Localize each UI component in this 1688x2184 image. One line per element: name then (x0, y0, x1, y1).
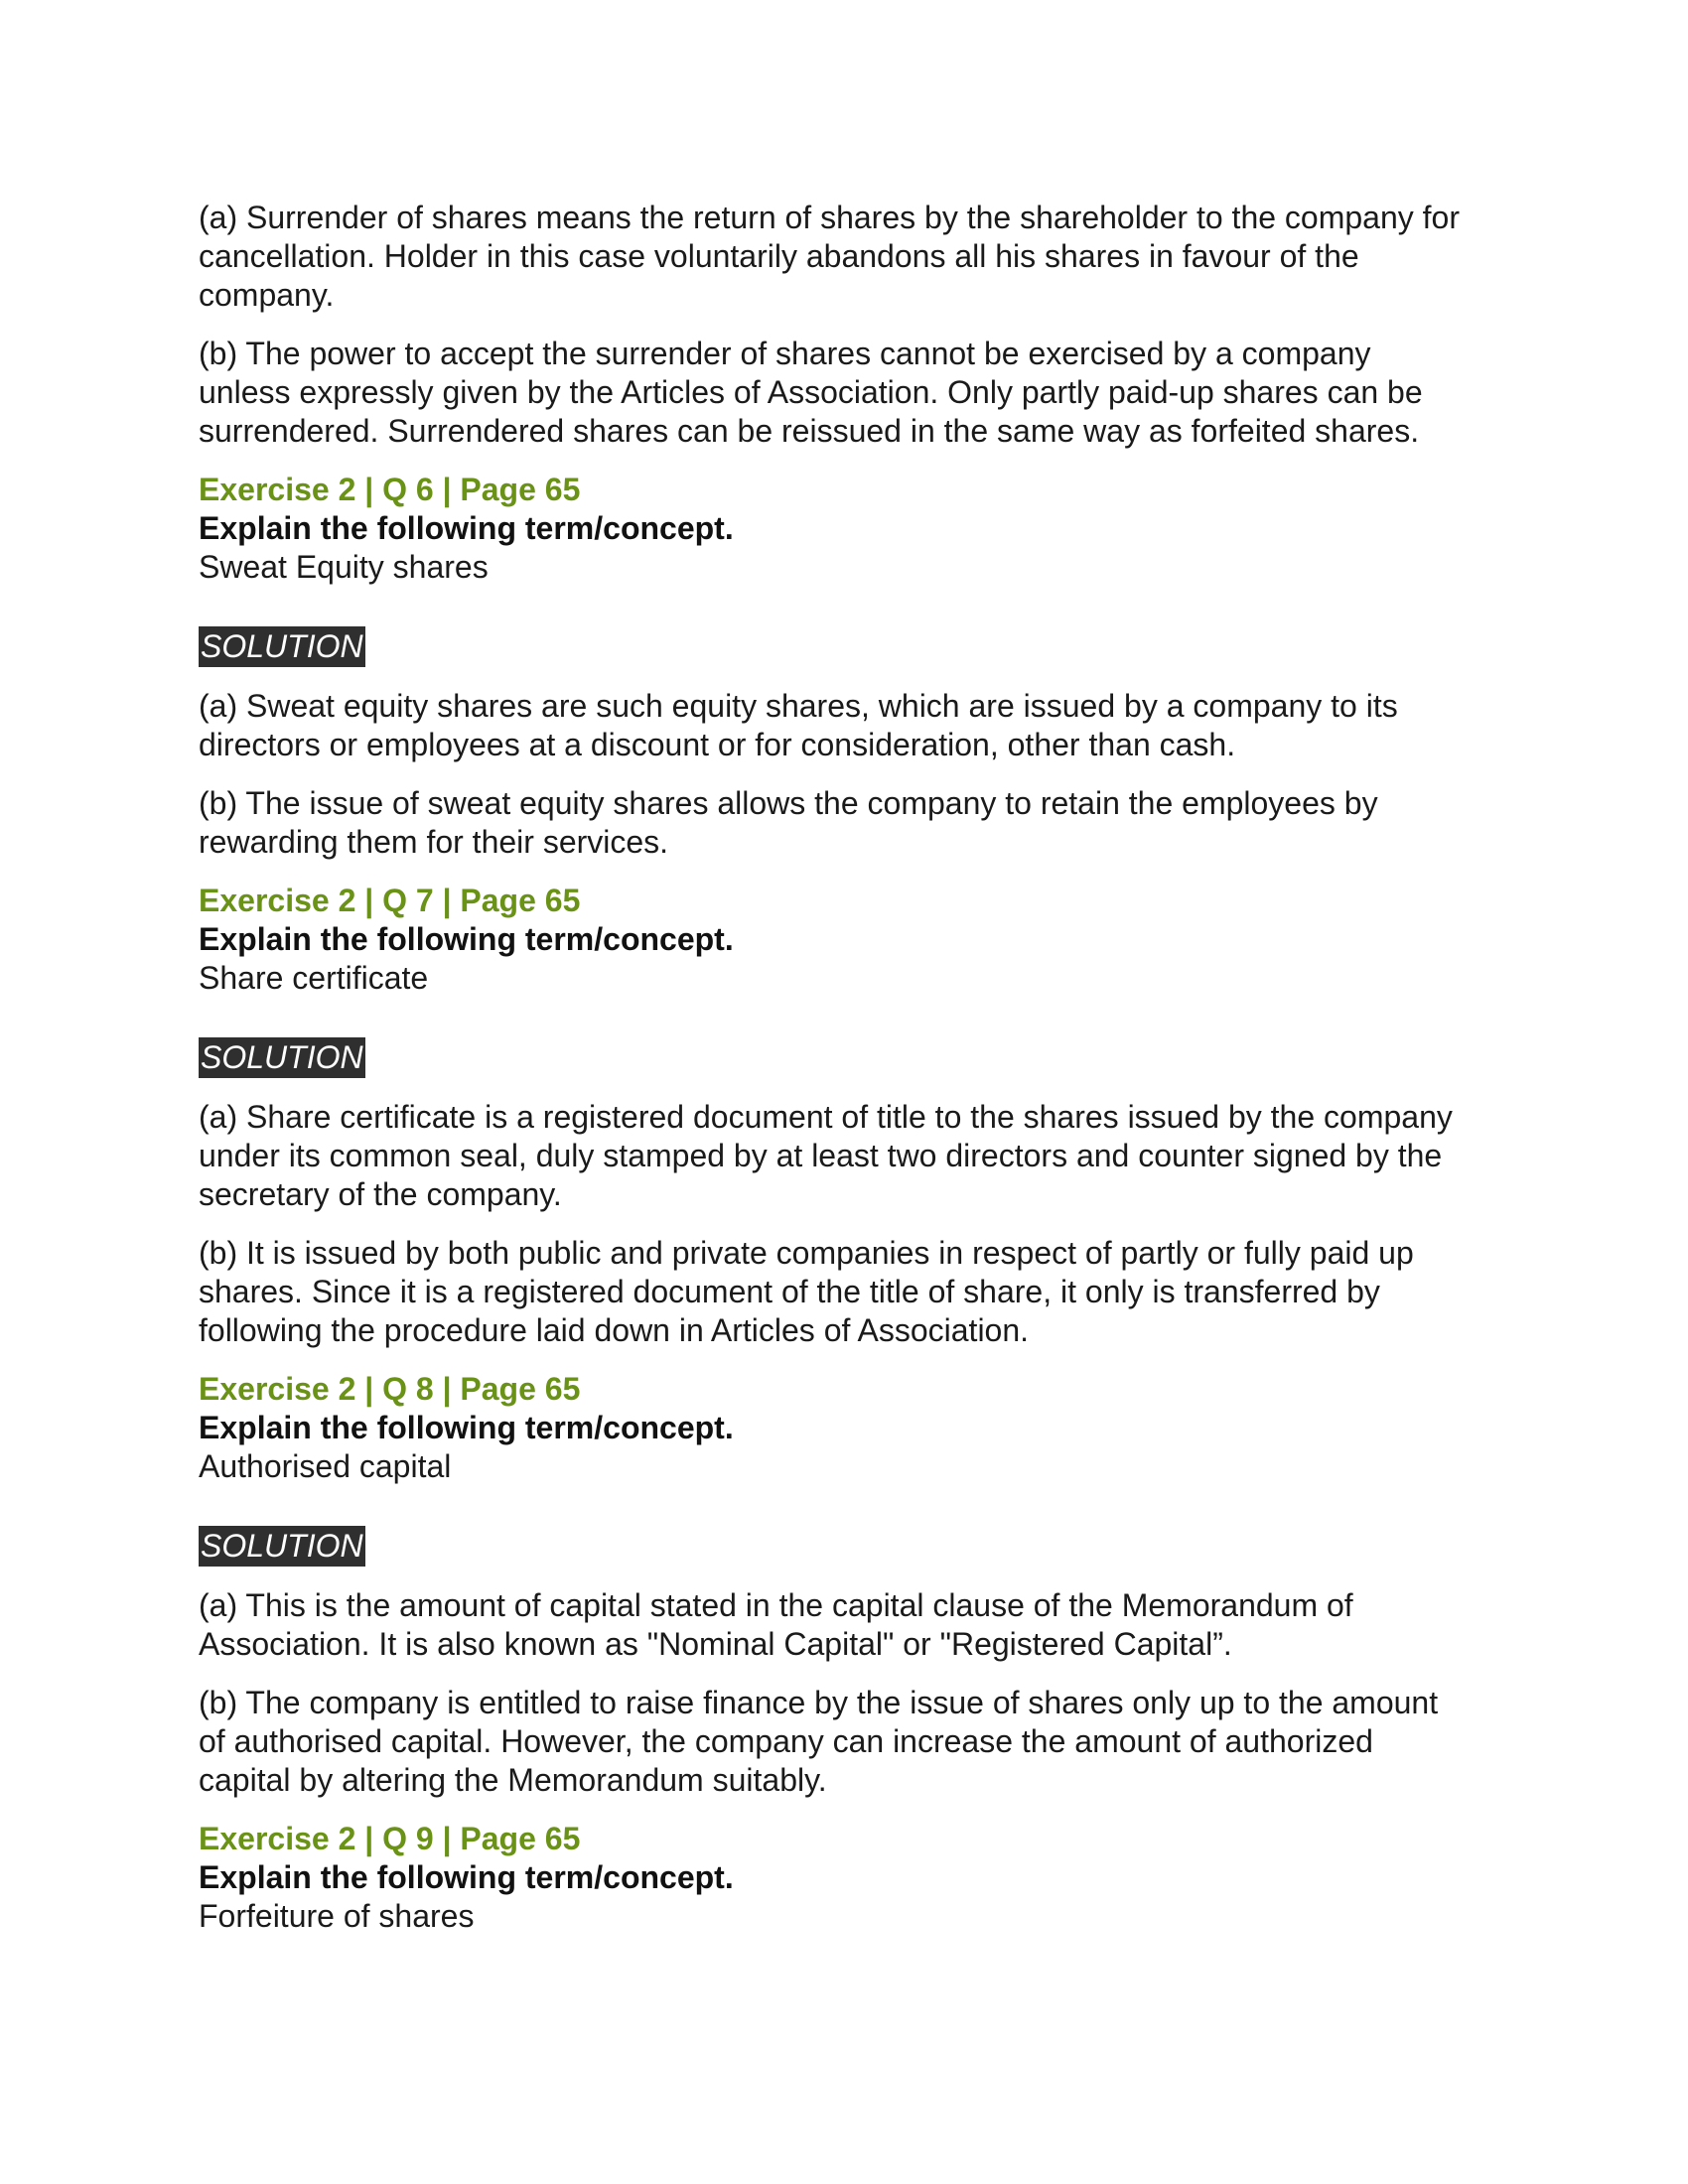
solution-paragraph-b: (b) The issue of sweat equity shares allows the company to retain the employees by rewarding them for their services. (199, 785, 1378, 860)
question-section-q7 (199, 882, 1460, 1350)
solution-badge: SOLUTION (199, 1037, 365, 1078)
question-section-q8 (199, 1370, 1460, 1800)
question-term: Authorised capital (199, 1448, 452, 1484)
solution-paragraph-a: (a) Share certificate is a registered document of title to the shares issued by the company under its common seal, duly stamped by at least two directors and counter signed by the secretary of the company. (199, 1099, 1453, 1212)
solution-paragraph-a: (a) This is the amount of capital stated in the capital clause of the Memorandum of Association. It is also known as "Nominal Capital" or "Registered Capital”. (199, 1587, 1353, 1662)
question-section-q9 (199, 1820, 1460, 1936)
exercise-heading: Exercise 2 | Q 7 | Page 65 (199, 883, 581, 918)
solution-paragraph-a: (a) Sweat equity shares are such equity shares, which are issued by a company to its directors or employees at a discount or for consideration, other than cash. (199, 688, 1398, 762)
question-prompt: Explain the following term/concept. (199, 510, 734, 546)
intro-paragraph-b: (b) The power to accept the surrender of shares cannot be exercised by a company unless expressly given by the Articles of Association. Only partly paid-up shares can be surrendered. Surrendered shares can be reissued in the same way as forfeited shares. (199, 336, 1423, 449)
intro-paragraph-a: (a) Surrender of shares means the return of shares by the shareholder to the company for cancellation. Holder in this case voluntarily abandons all his shares in favour of the company. (199, 200, 1460, 313)
solution-paragraph-b: (b) It is issued by both public and private companies in respect of partly or fully paid up shares. Since it is a registered document of the title of share, it only is transferred by following the procedure laid down in Articles of Association. (199, 1235, 1414, 1348)
exercise-heading: Exercise 2 | Q 6 | Page 65 (199, 472, 581, 507)
solution-paragraph-b: (b) The company is entitled to raise finance by the issue of shares only up to the amount of authorised capital. However, the company can increase the amount of authorized capital by altering the Memorandum suitably. (199, 1685, 1439, 1798)
exercise-heading: Exercise 2 | Q 9 | Page 65 (199, 1821, 581, 1856)
solution-badge: SOLUTION (199, 1526, 365, 1567)
question-term: Sweat Equity shares (199, 549, 489, 585)
question-prompt: Explain the following term/concept. (199, 1859, 734, 1895)
exercise-heading: Exercise 2 | Q 8 | Page 65 (199, 1371, 581, 1407)
question-section-q6 (199, 471, 1460, 862)
question-prompt: Explain the following term/concept. (199, 921, 734, 957)
question-term: Forfeiture of shares (199, 1898, 475, 1934)
question-term: Share certificate (199, 960, 429, 996)
solution-badge: SOLUTION (199, 626, 365, 667)
question-prompt: Explain the following term/concept. (199, 1410, 734, 1445)
